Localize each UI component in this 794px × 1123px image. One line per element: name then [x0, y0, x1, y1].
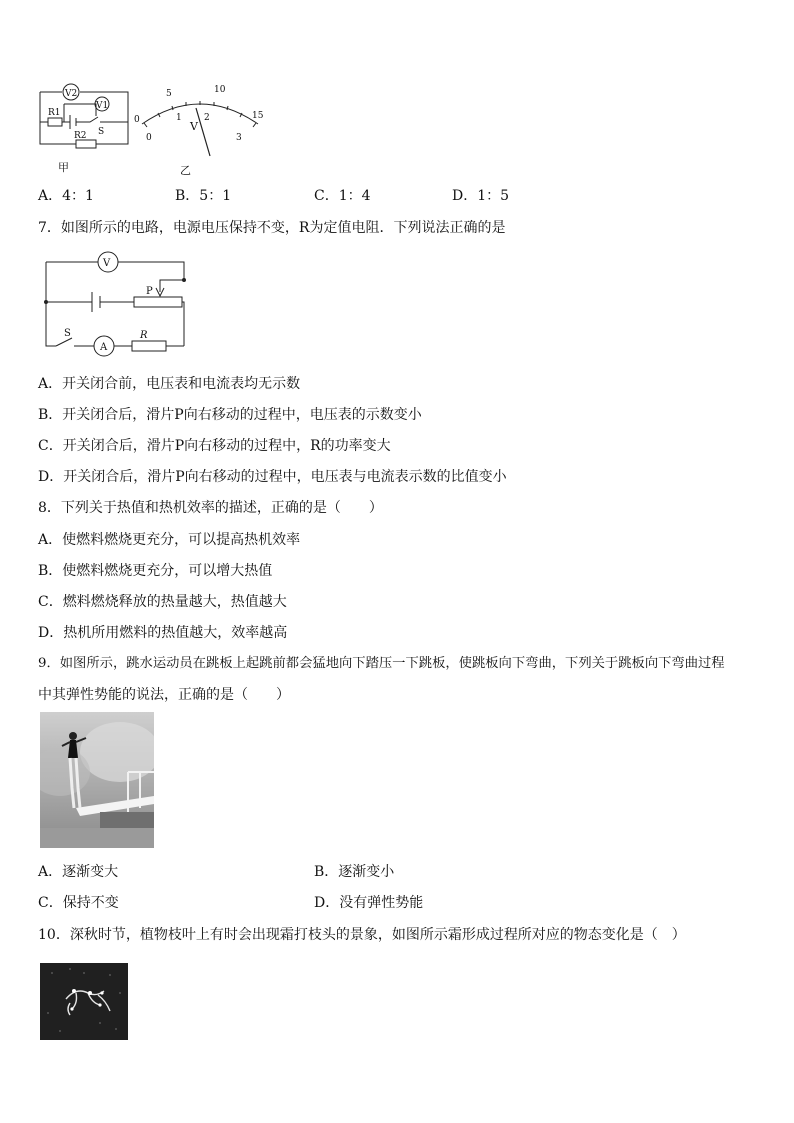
inner-tick-2: 2 — [204, 113, 210, 123]
q7-stem: 7．如图所示的电路，电源电压保持不变，R为定值电阻．下列说法正确的是 — [38, 220, 506, 236]
jia-caption: 甲 — [58, 161, 69, 174]
r-label: R — [140, 330, 148, 341]
r1-label: R1 — [48, 108, 61, 118]
q9-stem-line1: 9．如图所示，跳水运动员在跳板上起跳前都会猛地向下踏压一下跳板，使跳板向下弯曲，下列关于跳板向下弯曲过程 — [38, 656, 725, 671]
q8-stem: 8．下列关于热值和热机效率的描述，正确的是（ ） — [38, 500, 383, 516]
r2-label: R2 — [74, 131, 87, 141]
outer-tick-0: 0 — [134, 115, 140, 125]
q7-option-d[interactable]: D．开关闭合后，滑片P向右移动的过程中，电压表与电流表示数的比值变小 — [38, 469, 507, 485]
q8-option-d[interactable]: D．热机所用燃料的热值越大，效率越高 — [38, 625, 288, 641]
v-label: V — [103, 258, 111, 269]
a-label: A — [100, 342, 108, 353]
q8-option-c[interactable]: C．燃料燃烧释放的热量越大，热值越大 — [38, 594, 287, 610]
q6-option-b[interactable]: B．5：1 — [175, 188, 232, 204]
q7-option-a[interactable]: A．开关闭合前，电压表和电流表均无示数 — [38, 376, 301, 392]
q6-voltmeter-dial-figure — [134, 80, 266, 178]
inner-tick-1: 1 — [176, 113, 182, 123]
q7-option-b[interactable]: B．开关闭合后，滑片P向右移动的过程中，电压表的示数变小 — [38, 407, 422, 423]
q6-option-d[interactable]: D．1：5 — [452, 188, 510, 204]
outer-tick-10: 10 — [214, 85, 226, 95]
outer-tick-15: 15 — [252, 111, 264, 121]
q9-option-a[interactable]: A．逐渐变大 — [38, 864, 119, 880]
p-label: P — [146, 286, 153, 297]
inner-tick-3: 3 — [236, 133, 242, 143]
inner-tick-0: 0 — [146, 133, 152, 143]
s-label: S — [64, 328, 71, 339]
q7-option-c[interactable]: C．开关闭合后，滑片P向右移动的过程中，R的功率变大 — [38, 438, 391, 454]
q9-option-b[interactable]: B．逐渐变小 — [314, 864, 395, 880]
diver-photo — [40, 712, 154, 848]
v-unit-label: V — [190, 120, 198, 133]
q6-option-c[interactable]: C．1：4 — [314, 188, 371, 204]
q8-option-a[interactable]: A．使燃料燃烧更充分，可以提高热机效率 — [38, 532, 301, 548]
frost-branch-photo — [40, 963, 128, 1040]
q6-option-a[interactable]: A．4：1 — [38, 188, 94, 204]
q9-stem-line2: 中其弹性势能的说法，正确的是（ ） — [38, 687, 290, 703]
q9-option-c[interactable]: C．保持不变 — [38, 895, 119, 911]
q10-stem: 10．深秋时节，植物枝叶上有时会出现霜打枝头的景象，如图所示霜形成过程所对应的物态变化是（ ） — [38, 927, 686, 943]
q8-option-b[interactable]: B．使燃料燃烧更充分，可以增大热值 — [38, 563, 273, 579]
q6-circuit-jia-figure — [36, 78, 136, 176]
q7-circuit-figure — [38, 250, 190, 362]
v1-label: V1 — [96, 101, 109, 111]
q9-option-d[interactable]: D．没有弹性势能 — [314, 895, 424, 911]
yi-caption: 乙 — [180, 164, 191, 177]
v2-label: V2 — [65, 89, 78, 99]
s-label: S — [98, 127, 105, 137]
outer-tick-5: 5 — [166, 89, 172, 99]
